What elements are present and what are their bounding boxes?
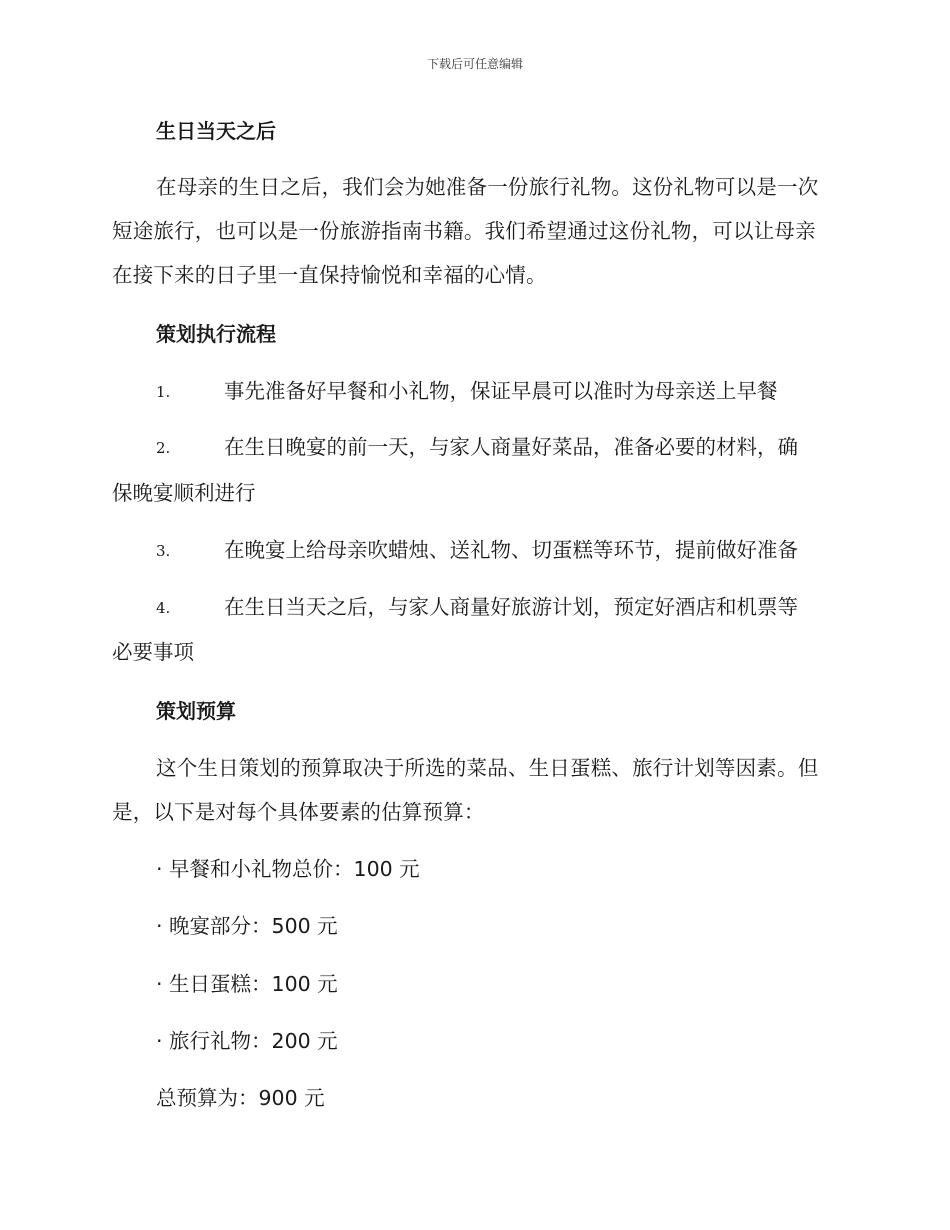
budget-item: · 早餐和小礼物总价：100 元 bbox=[156, 857, 420, 881]
step-text: 在生日晚宴的前一天，与家人商量好菜品，准备必要的材料，确 bbox=[224, 435, 798, 459]
step-text: 在晚宴上给母亲吹蜡烛、送礼物、切蛋糕等环节，提前做好准备 bbox=[224, 538, 798, 562]
budget-total: 总预算为：900 元 bbox=[156, 1086, 325, 1110]
step-text: 事先准备好早餐和小礼物，保证早晨可以准时为母亲送上早餐 bbox=[224, 379, 778, 403]
step-number: 2. bbox=[156, 439, 171, 457]
paragraph-budget: 这个生日策划的预算取决于所选的菜品、生日蛋糕、旅行计划等因素。但是，以下是对每个具体要素的估算预算： bbox=[112, 756, 819, 824]
section-heading-execution: 策划执行流程 bbox=[156, 322, 276, 346]
section-heading-after-birthday: 生日当天之后 bbox=[156, 119, 276, 143]
step-text-continued: 必要事项 bbox=[112, 640, 194, 664]
step-number: 3. bbox=[156, 542, 171, 560]
budget-item: · 生日蛋糕：100 元 bbox=[156, 972, 338, 996]
paragraph-after-birthday: 在母亲的生日之后，我们会为她准备一份旅行礼物。这份礼物可以是一次短途旅行，也可以是一份旅游指南书籍。我们希望通过这份礼物，可以让母亲在接下来的日子里一直保持愉悦和幸福的心情。 bbox=[112, 175, 819, 287]
step-number: 4. bbox=[156, 599, 171, 617]
budget-item: · 晚宴部分：500 元 bbox=[156, 914, 338, 938]
step-text-continued: 保晚宴顺利进行 bbox=[112, 481, 256, 505]
page-header: 下载后可任意编辑 bbox=[426, 57, 523, 71]
step-number: 1. bbox=[156, 383, 171, 401]
step-text: 在生日当天之后，与家人商量好旅游计划，预定好酒店和机票等 bbox=[224, 595, 798, 619]
budget-item: · 旅行礼物：200 元 bbox=[156, 1029, 338, 1053]
section-heading-budget: 策划预算 bbox=[156, 699, 236, 723]
